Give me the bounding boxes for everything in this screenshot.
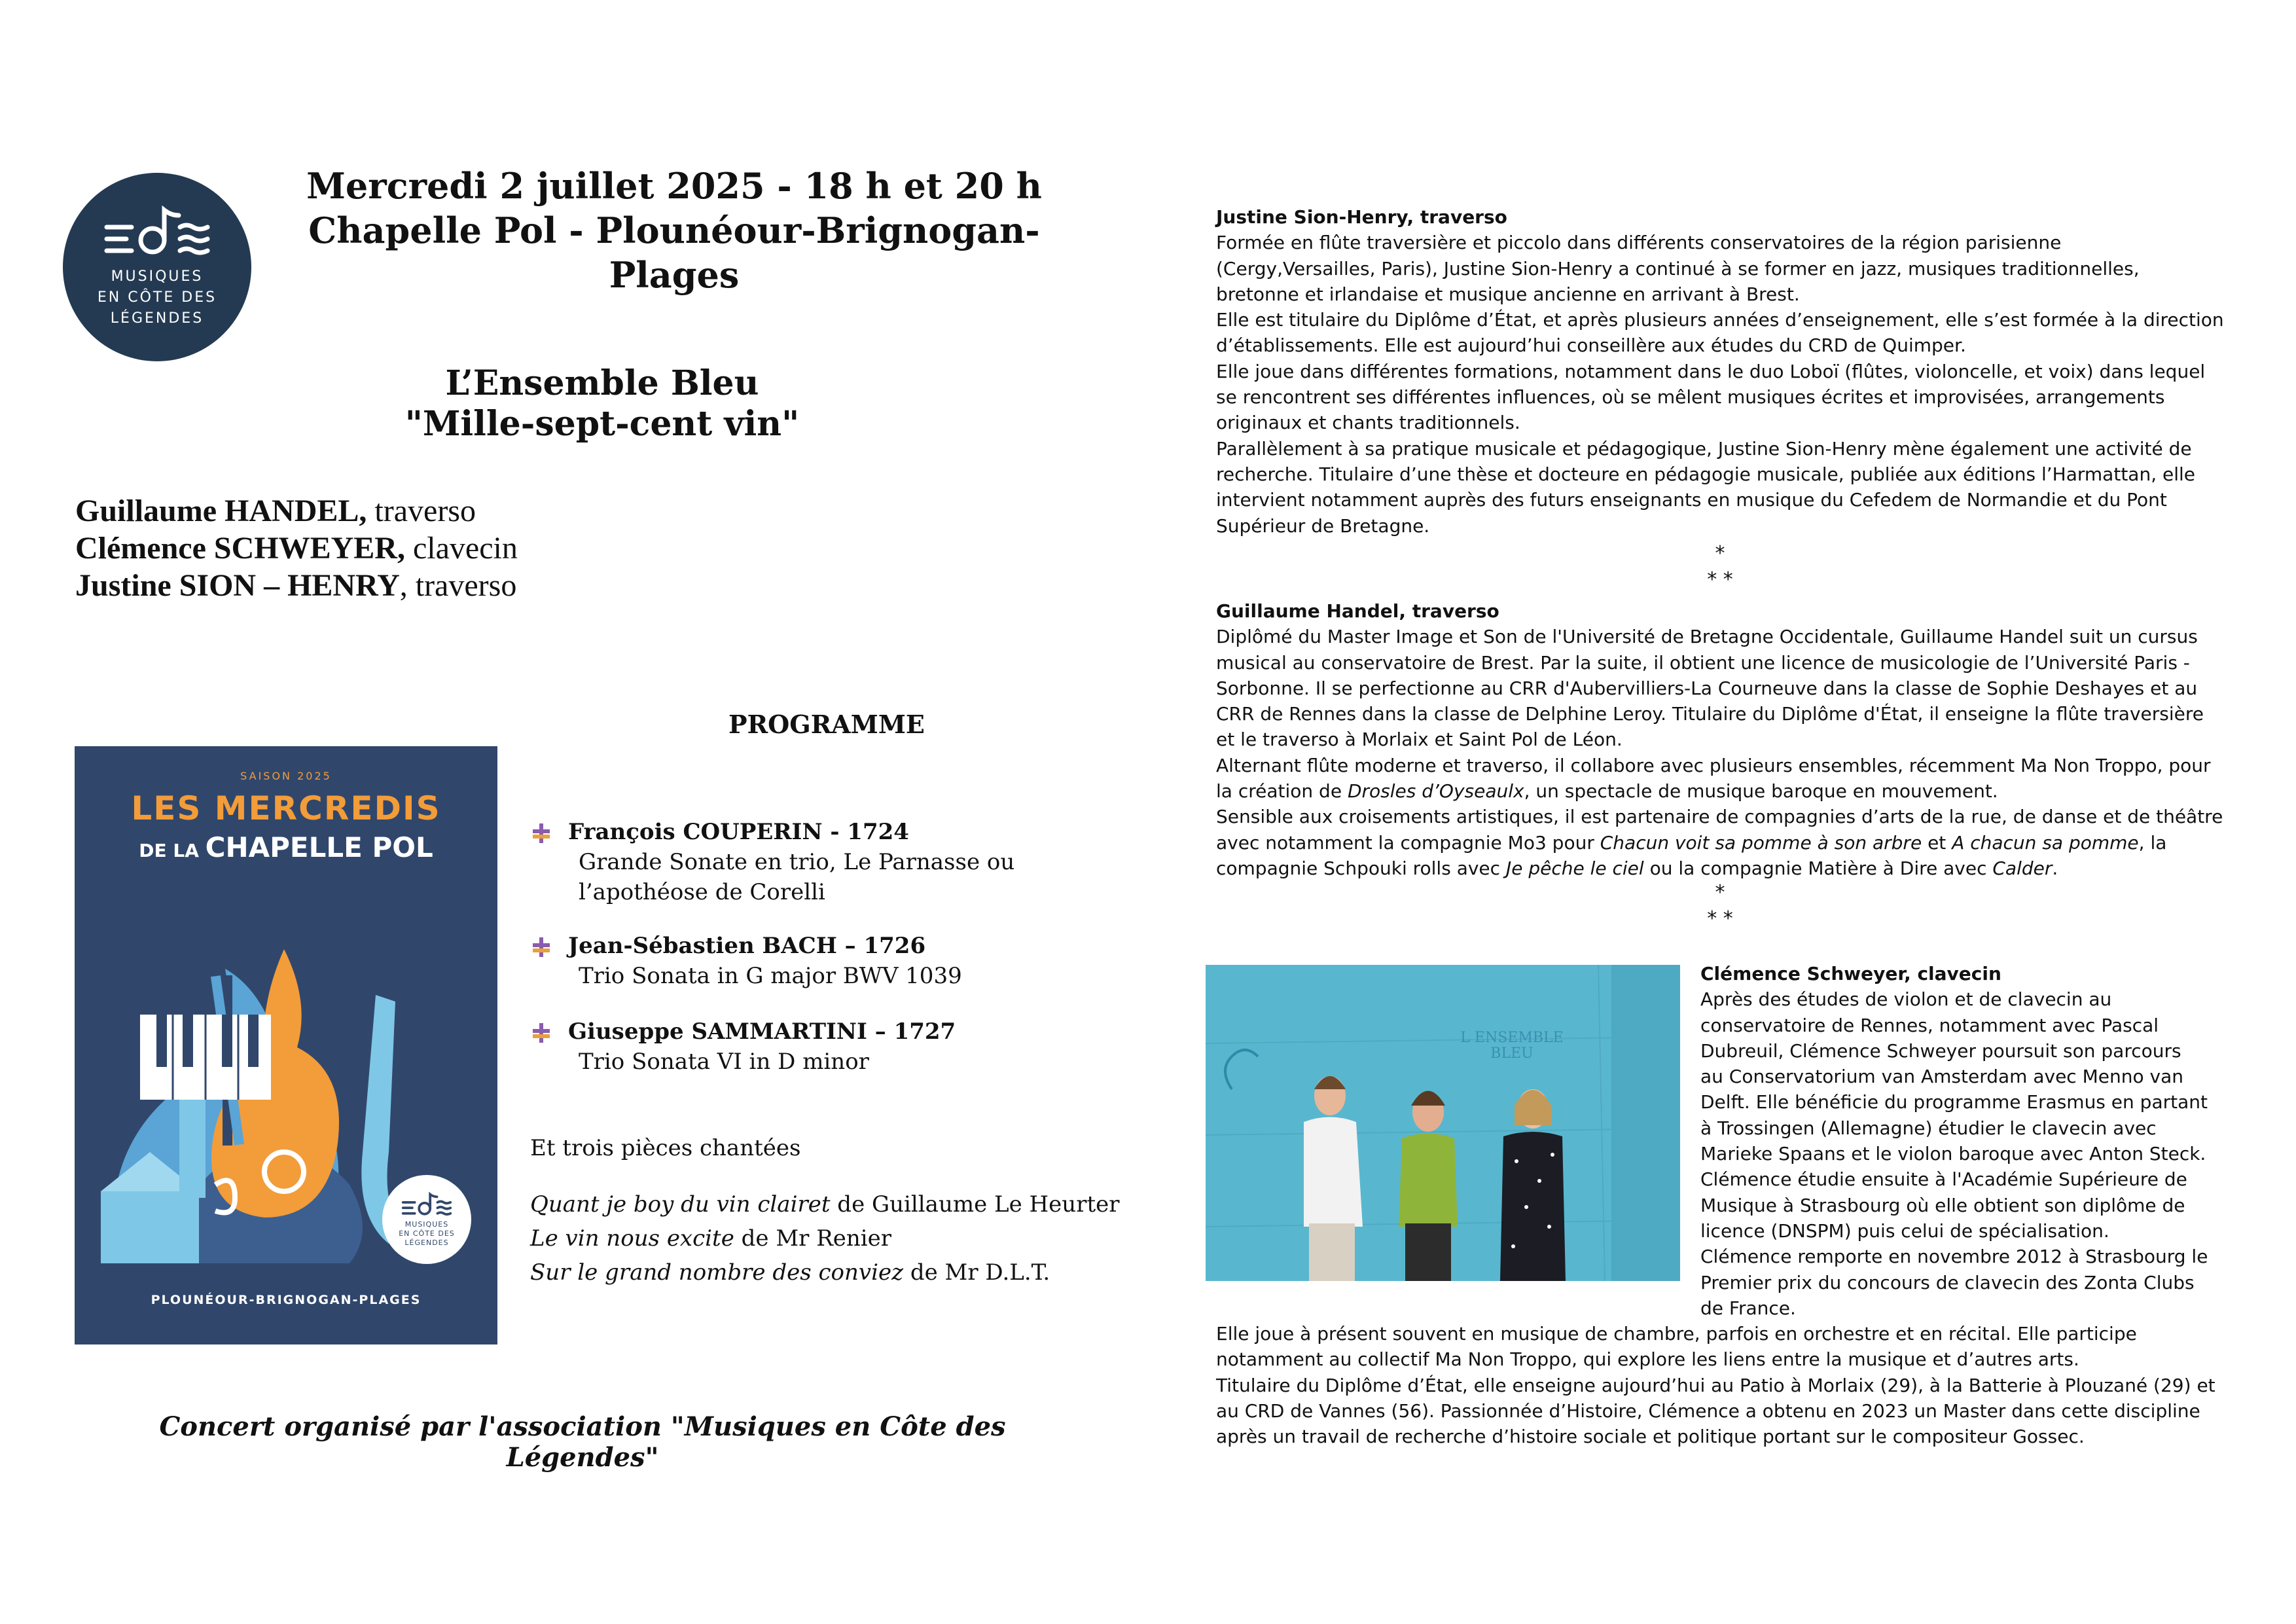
poster-title-2 <box>75 831 497 863</box>
text-run: Sensible aux croisements artistiques, il est partenaire de compagnies d’arts de la rue, de danse et de théâtre avec notamment la compagnie Mo3 pour <box>1216 806 2223 854</box>
songs-list <box>530 1187 1119 1290</box>
text-run: , la compagnie Schpouki rolls avec <box>1216 831 2167 879</box>
bio-paragraph: Elle est titulaire du Diplôme d’État, et après plusieurs années d’enseignement, elle s’est formée à la direction d’établissements. Elle est aujourd’hui conseillère aux études du CRD de Quimper. <box>1216 309 2224 357</box>
bio-line: Dubreuil, Clémence Schweyer poursuit son parcours <box>1700 1039 2181 1062</box>
organizer-footer: Concert organisé par l'association "Musiques en Côte des Légendes" <box>159 1411 1006 1473</box>
songs-intro: Et trois pièces chantées <box>530 1135 801 1161</box>
work-title: Chacun voit sa pomme à son arbre <box>1600 831 1922 854</box>
text-run: ou la compagnie Matière à Dire avec <box>1643 857 1993 879</box>
performer-name: Clémence SCHWEYER, <box>75 531 405 566</box>
performer-row <box>75 567 518 604</box>
wall-text-line-1: L ENSEMBLE <box>1460 1030 1564 1046</box>
poster-location: PLOUNÉOUR-BRIGNOGAN-PLAGES <box>151 1293 422 1307</box>
separator-stars <box>1216 880 2224 932</box>
separator-bottom: * * <box>1707 568 1733 591</box>
performer-role: traverso <box>367 494 476 528</box>
performer-name: Justine SION – HENRY <box>75 568 400 603</box>
bio-paragraph <box>1216 753 2224 804</box>
bio-line: Marieke Spaans et le violon baroque avec Anton Steck. <box>1700 1143 2206 1165</box>
poster-logo <box>382 1175 471 1264</box>
logo-line-2: EN CÔTE DES <box>97 289 217 306</box>
performer-row <box>75 530 518 567</box>
musiques-cote-legendes-logo <box>63 173 251 361</box>
ensemble-title-block <box>327 363 877 444</box>
performer-role: , traverso <box>399 568 517 603</box>
poster-title-1: LES MERCREDIS <box>131 789 441 827</box>
music-note-waves-icon <box>401 1191 453 1220</box>
performer-role: clavecin <box>404 531 518 566</box>
bio-heading: Clémence Schweyer, clavecin <box>1700 963 2001 984</box>
bio-line: de France. <box>1700 1297 1796 1319</box>
bio-paragraph: Formée en flûte traversière et piccolo dans différents conservatoires de la région parisienne (Cergy,Versailles, Paris), Justine Sion-Henry a continué à se former en jazz, musiques traditionnelles, bretonne et irlandaise et musique ancienne en arrivant à Brest. <box>1216 232 2140 305</box>
work-title: Drosles d’Oyseaulx <box>1347 780 1524 803</box>
poster-title-2-prefix: DE LA <box>139 840 206 861</box>
song-author: de Mr Renier <box>734 1225 892 1252</box>
bio-justine <box>1216 204 2224 539</box>
bio-paragraph: Elle joue dans différentes formations, notamment dans le duo Loboï (flûtes, violoncelle, et voix) dans lequel se rencontrent ses différentes influences, où se mêlent musiques écrites et improvisées, arrangements originaux et chants traditionnels. <box>1216 360 2206 434</box>
piece-composer: Jean-Sébastien BACH – 1726 <box>568 933 926 959</box>
song-item <box>530 1221 1119 1255</box>
ensemble-name: L’Ensemble Bleu <box>445 363 759 403</box>
text-run: et <box>1922 831 1952 854</box>
bio-line: Clémence remporte en novembre 2012 à Strasbourg le <box>1700 1246 2208 1268</box>
season-poster <box>75 746 497 1344</box>
event-location: Chapelle Pol - Plounéour-Brignogan-Plages <box>308 209 1040 296</box>
bullet-icon <box>530 822 552 844</box>
separator-bottom: * * <box>1707 907 1733 930</box>
program-title: "Mille-sept-cent vin" <box>404 404 800 444</box>
song-title: Le vin nous excite <box>530 1225 734 1252</box>
bio-line: licence (DNSPM) puis celui de spécialisation. <box>1700 1219 2109 1242</box>
text-run: . <box>2052 857 2058 879</box>
song-item <box>530 1187 1119 1221</box>
bio-heading: Guillaume Handel, traverso <box>1216 600 1499 622</box>
song-title: Sur le grand nombre des conviez <box>530 1259 904 1286</box>
poster-logo-line-3: LÉGENDES <box>404 1238 449 1247</box>
logo-line-1: MUSIQUES <box>111 268 204 285</box>
bio-line: Delft. Elle bénéficie du programme Erasmus en partant <box>1700 1091 2208 1113</box>
programme-piece <box>530 1017 956 1077</box>
bio-clemence-bottom <box>1216 1321 2224 1449</box>
bio-line: Musique à Strasbourg où elle obtient son diplôme de <box>1700 1194 2185 1216</box>
bio-heading: Justine Sion-Henry, traverso <box>1216 206 1507 228</box>
poster-season: SAISON 2025 <box>240 770 332 782</box>
piece-work-line: Grande Sonate en trio, Le Parnasse ou <box>579 849 1015 875</box>
song-author: de Mr D.L.T. <box>903 1259 1050 1286</box>
separator-stars <box>1216 541 2224 593</box>
logo-line-3: LÉGENDES <box>110 310 204 327</box>
bio-line: Après des études de violon et de clavecin au <box>1700 988 2112 1011</box>
piece-work-line: l’apothéose de Corelli <box>579 879 825 905</box>
programme-piece <box>530 817 1014 907</box>
bio-paragraph: Elle joue à présent souvent en musique de chambre, parfois en orchestre et en récital. Elle participe notamment au collectif Ma Non Troppo, qui explore les liens entre la musique et d’autres arts. <box>1216 1323 2137 1371</box>
piece-composer: François COUPERIN - 1724 <box>568 819 909 845</box>
wall-text-line-2: BLEU <box>1490 1045 1534 1062</box>
text-run: , un spectacle de musique baroque en mouvement. <box>1524 780 1998 803</box>
text-run: Alternant flûte moderne et traverso, il collabore avec plusieurs ensembles, récemment Ma Non Troppo, pour la création de <box>1216 754 2211 803</box>
poster-logo-line-2: EN CÔTE DES <box>399 1229 455 1238</box>
poster-logo-line-1: MUSIQUES <box>404 1220 449 1229</box>
separator-top: * <box>1715 542 1725 565</box>
piece-work-line: Trio Sonata in G major BWV 1039 <box>579 963 962 989</box>
song-author: de Guillaume Le Heurter <box>830 1191 1120 1218</box>
piece-composer: Giuseppe SAMMARTINI – 1727 <box>568 1019 956 1045</box>
bullet-icon <box>530 1022 552 1044</box>
photo-illustration <box>1206 965 1680 1281</box>
bio-line: au Conservatorium van Amsterdam avec Menno van <box>1700 1066 2183 1088</box>
song-title: Quant je boy du vin clairet <box>530 1191 831 1218</box>
ensemble-photo <box>1206 965 1680 1281</box>
bio-line: Premier prix du concours de clavecin des Zonta Clubs <box>1700 1271 2195 1293</box>
work-title: A chacun sa pomme <box>1952 831 2139 854</box>
performer-list <box>75 492 518 604</box>
wall-text <box>1440 1030 1584 1062</box>
music-note-waves-icon <box>101 205 213 264</box>
separator-top: * <box>1715 881 1725 904</box>
song-item <box>530 1255 1119 1290</box>
bio-paragraph <box>1216 804 2224 881</box>
performer-name: Guillaume HANDEL, <box>75 494 367 528</box>
bio-paragraph: Parallèlement à sa pratique musicale et pédagogique, Justine Sion-Henry mène également une activité de recherche. Titulaire d’une thèse et docteure en pédagogie musicale, publiée aux éditions l’Harmattan, elle intervient notamment auprès des futurs enseignants en musique du Cefedem de Normandie et du Pont Supérieur de Bretagne. <box>1216 437 2196 537</box>
piece-work-line: Trio Sonata VI in D minor <box>579 1049 869 1075</box>
work-title: Calder <box>1992 857 2053 879</box>
work-title: Je pêche le ciel <box>1505 857 1644 879</box>
bio-guillaume <box>1216 598 2224 881</box>
bio-paragraph: Diplômé du Master Image et Son de l'Université de Bretagne Occidentale, Guillaume Handel suit un cursus musical au conservatoire de Brest. Par la suite, il obtient une licence de musicologie de l’Université Paris - Sorbonne. Il se perfectionne au CRR d'Aubervilliers-La Courneuve dans la classe de Sophie Deshayes et au CRR de Rennes dans la classe de Delphine Leroy. Titulaire du Diplôme d'État, il enseigne la flûte traversière et le traverso à Morlaix et Saint Pol de Léon. <box>1216 626 2204 751</box>
event-header <box>249 164 1100 297</box>
performer-row <box>75 492 518 530</box>
event-date: Mercredi 2 juillet 2025 - 18 h et 20 h <box>306 165 1042 207</box>
bio-line: conservatoire de Rennes, notamment avec Pascal <box>1700 1014 2159 1036</box>
programme-piece <box>530 931 962 991</box>
bio-line: à Trossingen (Allemagne) étudier le clavecin avec <box>1700 1117 2157 1139</box>
programme-title: PROGRAMME <box>728 710 925 739</box>
poster-title-2-main: CHAPELLE POL <box>205 831 433 863</box>
bullet-icon <box>530 936 552 958</box>
bio-paragraph: Titulaire du Diplôme d’État, elle enseigne aujourd’hui au Patio à Morlaix (29), à la Batterie à Plouzané (29) et au CRD de Vannes (56). Passionnée d’Histoire, Clémence a obtenu en 2023 un Master dans cette discipline après un travail de recherche d’histoire sociale et politique portant sur le compositeur Gossec. <box>1216 1374 2215 1448</box>
bio-line: Clémence étudie ensuite à l'Académie Supérieure de <box>1700 1168 2187 1191</box>
bio-clemence-side <box>1700 961 2224 1321</box>
